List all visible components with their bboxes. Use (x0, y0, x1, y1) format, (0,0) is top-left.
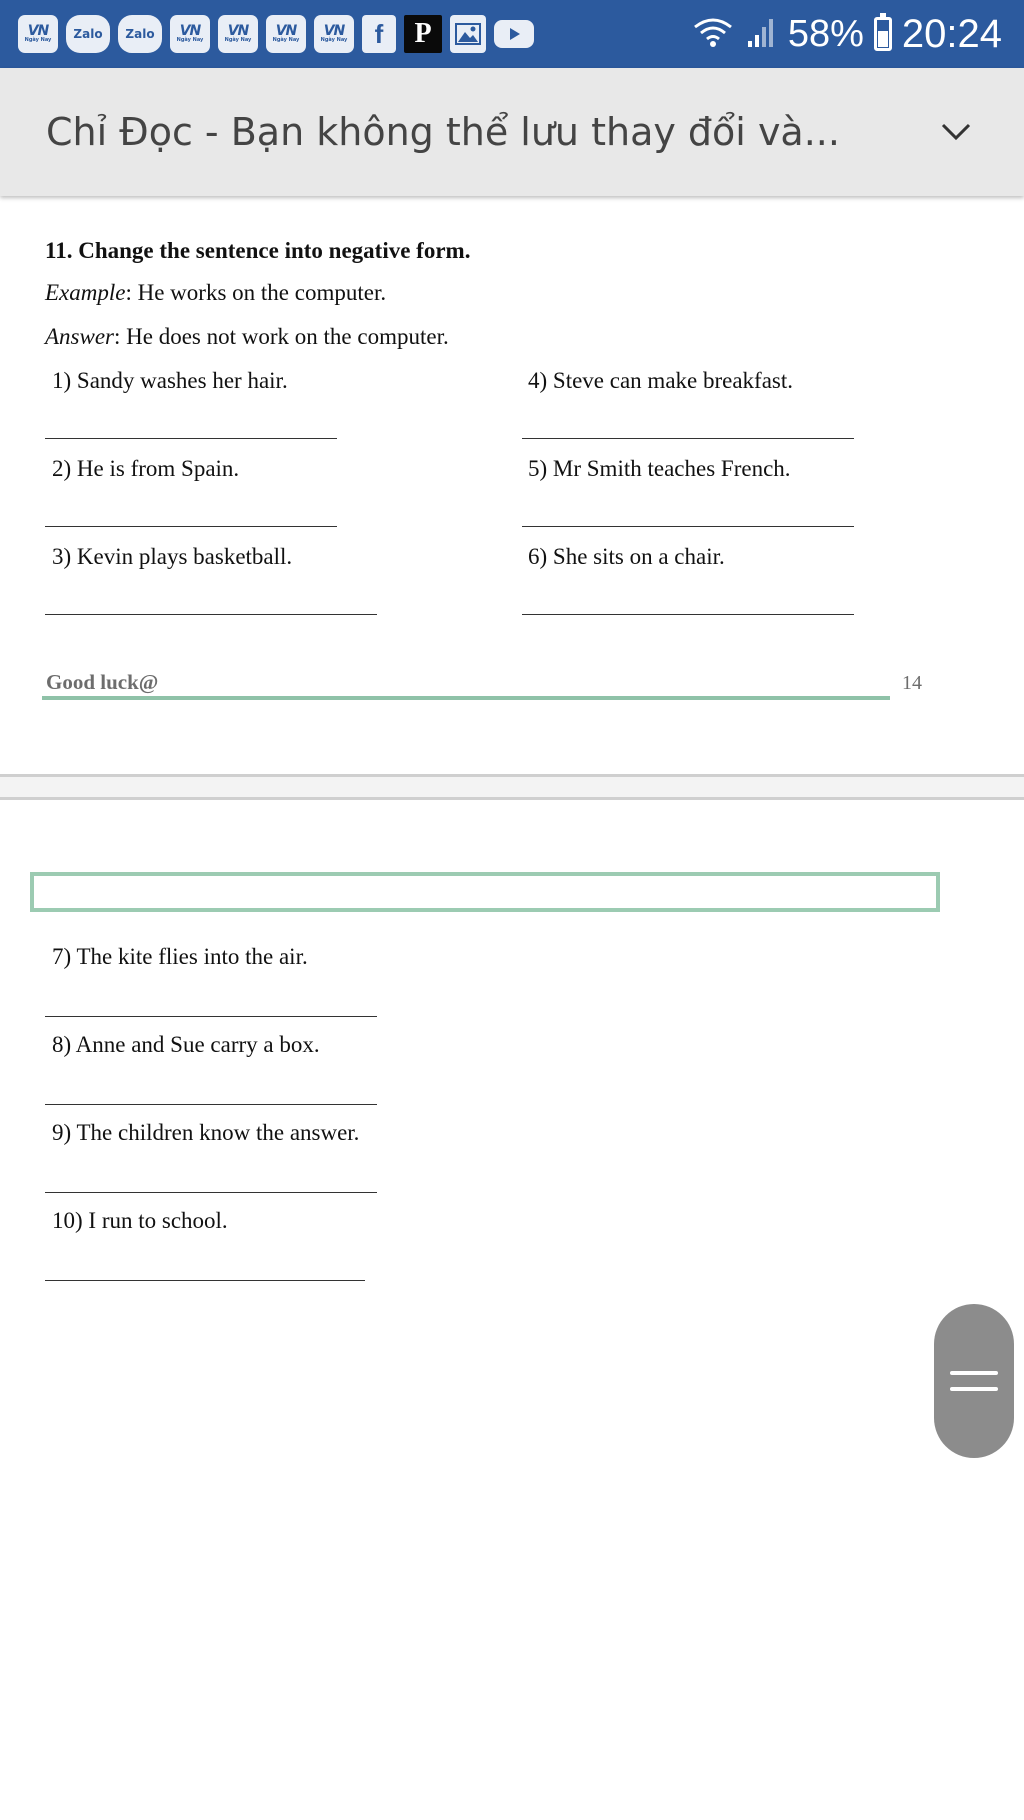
battery-icon (874, 17, 892, 51)
page-break-gap (0, 777, 1024, 797)
read-only-banner[interactable] (0, 68, 1024, 196)
answer-blank (522, 614, 854, 615)
vn-news-icon: VN Ngày Nay (170, 15, 210, 53)
exercise-item: 1) Sandy washes her hair. (52, 368, 288, 393)
pinterest-icon: P (404, 15, 442, 53)
example-line: Example: He works on the computer. (45, 280, 387, 305)
zalo-icon: Zalo (118, 15, 162, 53)
exercise-item: 4) Steve can make breakfast. (528, 368, 794, 393)
answer-blank (45, 614, 377, 615)
cell-signal-icon (746, 15, 776, 53)
gallery-icon (450, 15, 486, 53)
exercise-item: 10) I run to school. (52, 1208, 228, 1233)
status-bar (0, 0, 1024, 68)
battery-percent: 58% (787, 12, 864, 55)
vn-news-icon: VN Ngày Nay (18, 15, 58, 53)
exercise-item: 8) Anne and Sue carry a box. (52, 1032, 320, 1057)
exercise-title: 11. Change the sentence into negative form. (45, 238, 471, 263)
answer-blank (45, 526, 337, 527)
youtube-icon (494, 20, 534, 48)
footer-line (42, 696, 890, 700)
vn-news-icon: VN Ngày Nay (218, 15, 258, 53)
clock: 20:24 (901, 11, 1002, 56)
page-header-box (30, 872, 940, 912)
exercise-item: 3) Kevin plays basketball. (52, 544, 293, 569)
page-number: 14 (902, 672, 922, 694)
answer-blank (45, 1016, 377, 1017)
exercise-item: 7) The kite flies into the air. (52, 944, 308, 969)
wifi-icon (692, 15, 734, 53)
answer-blank (45, 1192, 377, 1193)
scroll-handle[interactable] (934, 1304, 1014, 1458)
page-break-line (0, 797, 1024, 800)
exercise-item: 9) The children know the answer. (52, 1120, 360, 1145)
answer-line: Answer: He does not work on the computer. (45, 324, 449, 349)
facebook-icon: f (362, 15, 396, 53)
zalo-icon: Zalo (66, 15, 110, 53)
read-only-title: Chỉ Đọc - Bạn không thể lưu thay đổi và... (46, 110, 840, 154)
answer-blank (45, 438, 337, 439)
status-indicators (692, 0, 1002, 68)
answer-blank (522, 438, 854, 439)
answer-blank (45, 1280, 365, 1281)
answer-blank (45, 1104, 377, 1105)
footer-text: Good luck@ (46, 670, 159, 694)
chevron-down-icon[interactable] (934, 110, 978, 154)
exercise-item: 6) She sits on a chair. (528, 544, 725, 569)
answer-blank (522, 526, 854, 527)
exercise-item: 2) He is from Spain. (52, 456, 240, 481)
vn-news-icon: VN Ngày Nay (266, 15, 306, 53)
exercise-item: 5) Mr Smith teaches French. (528, 456, 791, 481)
vn-news-icon: VN Ngày Nay (314, 15, 354, 53)
